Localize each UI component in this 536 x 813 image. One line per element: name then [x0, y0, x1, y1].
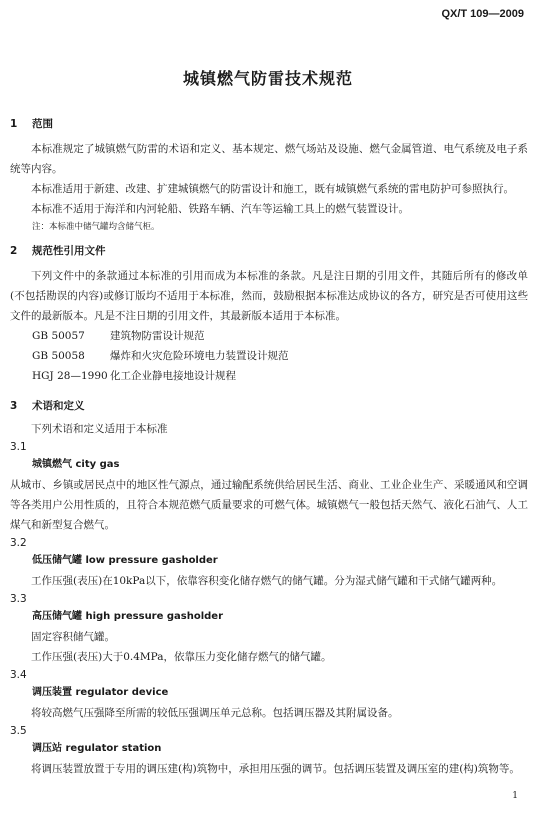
section-title: 术语和定义 [32, 400, 85, 412]
paragraph: 下列术语和定义适用于本标准 [31, 423, 168, 435]
term-definition: 从城市、乡镇或居民点中的地区性气源点，通过输配系统供给居民生活、商业、工业企业生产、采暖通风和空调等各类用户公用性质的，且符合本规范燃气质量要求的可燃气体。城镇燃气一般包括天然气、液化石油气、人工煤气和新型复合燃气。 [10, 479, 528, 531]
term-number: 3.4 [10, 669, 27, 681]
term-name: 城镇燃气 city gas [32, 459, 120, 470]
section-scope [10, 116, 528, 235]
section-normative-references [10, 243, 528, 386]
term-definition: 将较高燃气压强降至所需的较低压强调压单元总称。包括调压器及其附属设备。 [31, 707, 399, 719]
reference-title: 化工企业静电接地设计规程 [110, 370, 236, 382]
term-entry [10, 723, 528, 779]
reference-title: 建筑物防雷设计规范 [110, 330, 205, 342]
term-entry [10, 667, 528, 723]
section-number: 3 [10, 400, 18, 412]
term-number: 3.5 [10, 725, 27, 737]
page-number: 1 [512, 791, 518, 801]
standard-code: QX/T 109—2009 [441, 8, 524, 20]
reference-code: GB 50057 [32, 330, 85, 342]
section-title: 规范性引用文件 [32, 245, 106, 257]
document-title: 城镇燃气防雷技术规范 [182, 69, 353, 88]
term-entry [10, 535, 528, 591]
term-name: 低压储气罐 low pressure gasholder [32, 555, 218, 566]
term-definition: 工作压强(表压)在10kPa以下，依靠容积变化储存燃气的储气罐。分为湿式储气罐和干式储气罐两种。 [31, 575, 503, 587]
section-heading [10, 243, 528, 258]
section-number: 2 [10, 245, 18, 257]
term-number: 3.2 [10, 537, 27, 549]
paragraph: 下列文件中的条款通过本标准的引用而成为本标准的条款。凡是注日期的引用文件，其随后所有的修改单(不包括勘误的内容)或修订版均不适用于本标准，然而，鼓励根据本标准达成协议的各方，研究是否可使用这些文件的最新版本。凡是不注日期的引用文件，其最新版本适用于本标准。 [10, 270, 528, 322]
term-definition: 固定容积储气罐。 [31, 631, 115, 643]
term-entry [10, 439, 528, 535]
note: 注：本标准中储气罐均含储气柜。 [32, 222, 160, 232]
term-name: 调压站 regulator station [32, 743, 162, 754]
term-entry [10, 591, 528, 667]
term-number: 3.3 [10, 593, 27, 605]
section-heading [10, 398, 528, 413]
reference-code: HGJ 28—1990 [32, 370, 108, 382]
paragraph: 本标准规定了城镇燃气防雷的术语和定义、基本规定、燃气场站及设施、燃气金属管道、电气系统及电子系统等内容。 [10, 143, 528, 175]
term-definition: 工作压强(表压)大于0.4MPa，依靠压力变化储存燃气的储气罐。 [31, 651, 332, 663]
section-terms-definitions [10, 398, 528, 779]
term-name: 调压装置 regulator device [32, 687, 169, 698]
reference-item [32, 346, 528, 366]
paragraph: 本标准不适用于海洋和内河轮船、铁路车辆、汽车等运输工具上的燃气装置设计。 [31, 203, 409, 215]
term-definition: 将调压装置放置于专用的调压建(构)筑物中，承担用压强的调节。包括调压装置及调压室的建(构)筑物等。 [31, 763, 520, 775]
reference-item [32, 366, 528, 386]
section-number: 1 [10, 118, 18, 130]
reference-code: GB 50058 [32, 350, 85, 362]
reference-item [32, 326, 528, 346]
term-name: 高压储气罐 high pressure gasholder [32, 611, 224, 622]
section-heading [10, 116, 528, 131]
document-body [10, 116, 528, 779]
paragraph: 本标准适用于新建、改建、扩建城镇燃气的防雷设计和施工，既有城镇燃气系统的雷电防护可参照执行。 [31, 183, 514, 195]
section-title: 范围 [32, 118, 53, 130]
reference-title: 爆炸和火灾危险环境电力装置设计规范 [110, 350, 289, 362]
term-number: 3.1 [10, 441, 27, 453]
